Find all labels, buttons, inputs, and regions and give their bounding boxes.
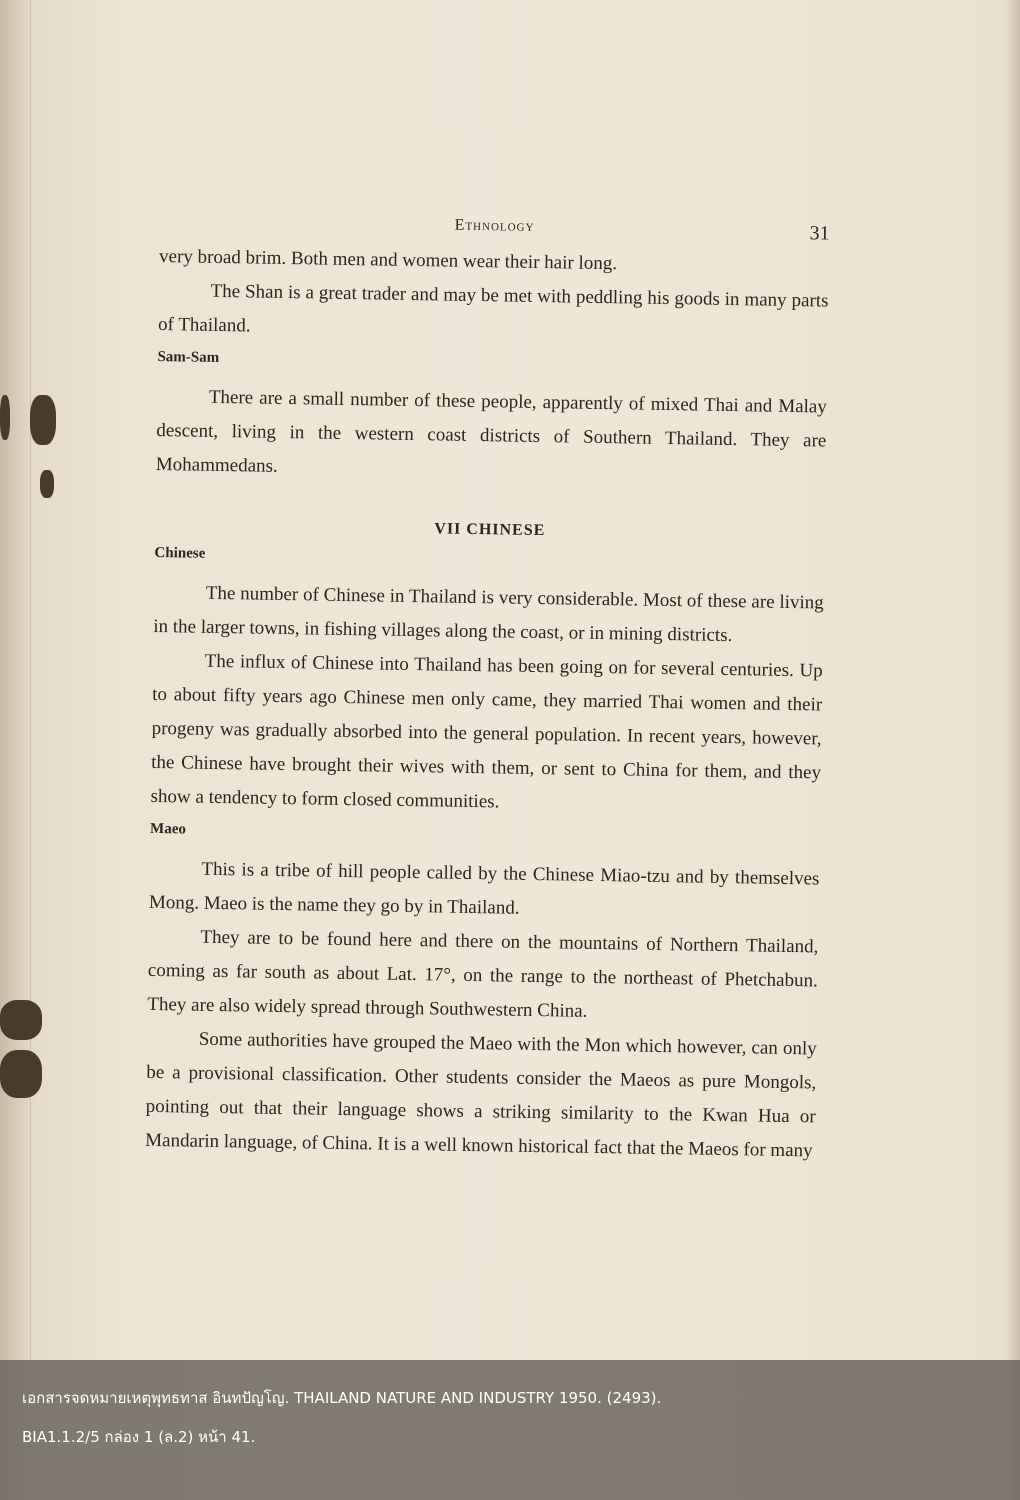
paragraph: They are to be found here and there on the mountains of Northern Thailand, coming as far south as about Lat. 17°, on the range to the northeast of Phetchabun. They are also widely spread through Southwestern China. bbox=[147, 926, 819, 1022]
caption-line-2: BIA1.1.2/5 กล่อง 1 (ล.2) หน้า 41. bbox=[22, 1428, 256, 1446]
chapter-heading: VII CHINESE bbox=[434, 520, 546, 540]
paragraph: Some authorities have grouped the Maeo with the Mon which however, can only be a provisional classification. Other students consider the Maeos as pure Mongols, pointing out that their language shows a striking similarity to the Kwan Hua or Mandarin language, of China. It is a well known historical fact that the Maeos for many bbox=[145, 1028, 817, 1162]
page-body bbox=[145, 200, 830, 1168]
paragraph: There are a small number of these people, apparently of mixed Thai and Malay descent, living in the western coast districts of Southern Thailand. They are Mohammedans. bbox=[155, 386, 827, 477]
binding-hole bbox=[0, 1050, 42, 1098]
binding-hole bbox=[40, 470, 54, 498]
binding-hole bbox=[0, 1000, 42, 1040]
caption-line-1: เอกสารจดหมายเหตุพุทธทาส อินทปัญโญ. THAILAND NATURE AND INDUSTRY 1950. (2493). bbox=[22, 1389, 662, 1407]
binding-hole bbox=[0, 395, 10, 440]
archive-caption-bar bbox=[0, 1360, 1020, 1500]
binding-hole bbox=[30, 395, 56, 445]
running-title: Ethnology bbox=[454, 216, 535, 235]
paragraph: This is a tribe of hill people called by the Chinese Miao-tzu and by themselves Mong. Maeo is the name they go by in Thailand. bbox=[148, 858, 820, 919]
section-heading-sam-sam: Sam-Sam bbox=[157, 348, 220, 366]
section-heading-chinese: Chinese bbox=[154, 544, 206, 562]
page-edge bbox=[1008, 0, 1020, 1500]
section-heading-maeo: Maeo bbox=[149, 820, 187, 838]
paragraph: The number of Chinese in Thailand is very considerable. Most of these are living in the larger towns, in fishing villages along the coast, or in mining districts. bbox=[153, 582, 824, 647]
book-spine bbox=[0, 0, 31, 1500]
paragraph: The influx of Chinese into Thailand has been going on for several centuries. Up to about fifty years ago Chinese men only came, they married Thai women and their progeny was gradually absorbed into the general population. In recent years, however, the Chinese have brought their wives with them, or sent to China for them, and they show a tendency to form closed communities. bbox=[150, 650, 823, 813]
paragraph: very broad brim. Both men and women wear their hair long. bbox=[158, 245, 618, 275]
paragraph: The Shan is a great trader and may be met with peddling his goods in many parts of Thailand. bbox=[157, 280, 829, 337]
page-number: 31 bbox=[809, 222, 830, 245]
